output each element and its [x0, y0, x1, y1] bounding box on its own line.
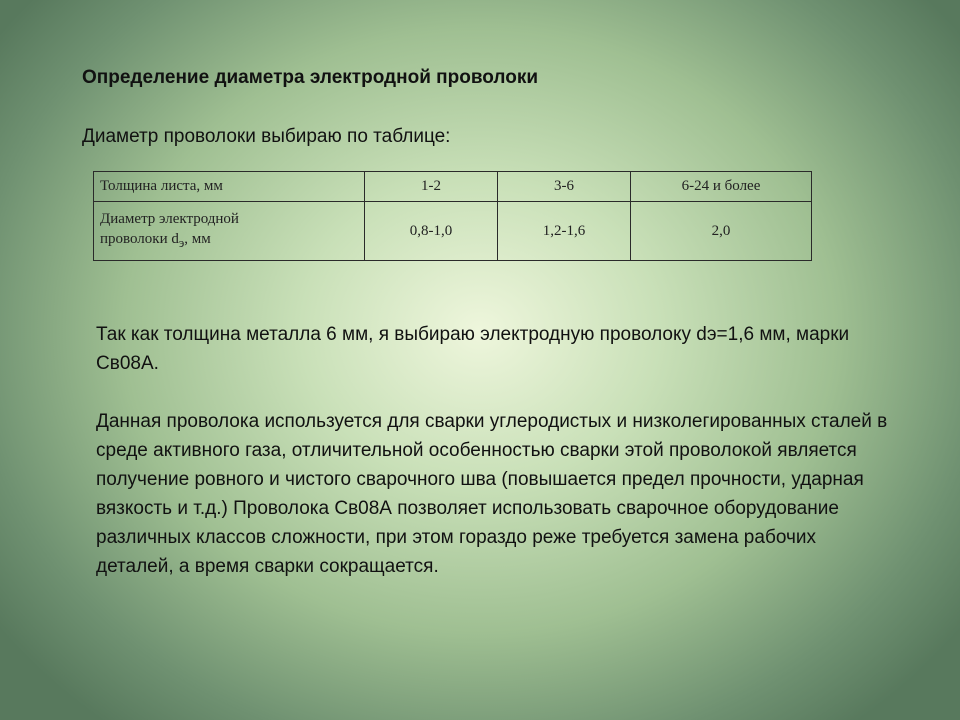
table-cell: 1,2-1,6: [498, 202, 631, 261]
table-cell: 1-2: [365, 172, 498, 202]
slide-subtitle: Диаметр проволоки выбираю по таблице:: [82, 126, 451, 147]
row-label-text: Толщина листа, мм: [100, 178, 223, 194]
paragraph-wire-description: Данная проволока используется для сварки углеродистых и низколегированных сталей в среде активного газа, отличительной особенностью сварки этой проволокой является получение ровного и чистого сварочного шва (повышается предел прочности, ударная вязкость и т.д.) Проволока Св08А позволяет использовать сварочное оборудование различных классов сложности, при этом гораздо реже требуется замена рабочих деталей, а время сварки сокращается.: [96, 411, 888, 577]
row-label-subscript: э: [178, 236, 185, 250]
table-cell: 2,0: [631, 202, 812, 261]
paragraph-wire-choice: Так как толщина металла 6 мм, я выбираю электродную проволоку dэ=1,6 мм, марки Св08А.: [96, 324, 850, 374]
table-cell: 0,8-1,0: [365, 202, 498, 261]
slide-title: Определение диаметра электродной проволоки: [82, 67, 539, 88]
wire-diameter-table: [93, 171, 812, 261]
row-label-line-1: Диаметр электродной: [100, 211, 239, 227]
table-cell: 3-6: [498, 172, 631, 202]
row-label-sheet-thickness: [94, 172, 365, 202]
row-label-wire-diameter: [94, 202, 365, 261]
table-row-sheet-thickness: [94, 172, 812, 202]
table-cell: 6-24 и более: [631, 172, 812, 202]
body-text: [96, 320, 896, 610]
row-label-suffix: , мм: [184, 231, 211, 247]
row-label-line-2: [100, 229, 358, 253]
row-label-prefix: проволоки d: [100, 231, 179, 247]
table-row-wire-diameter: [94, 202, 812, 261]
